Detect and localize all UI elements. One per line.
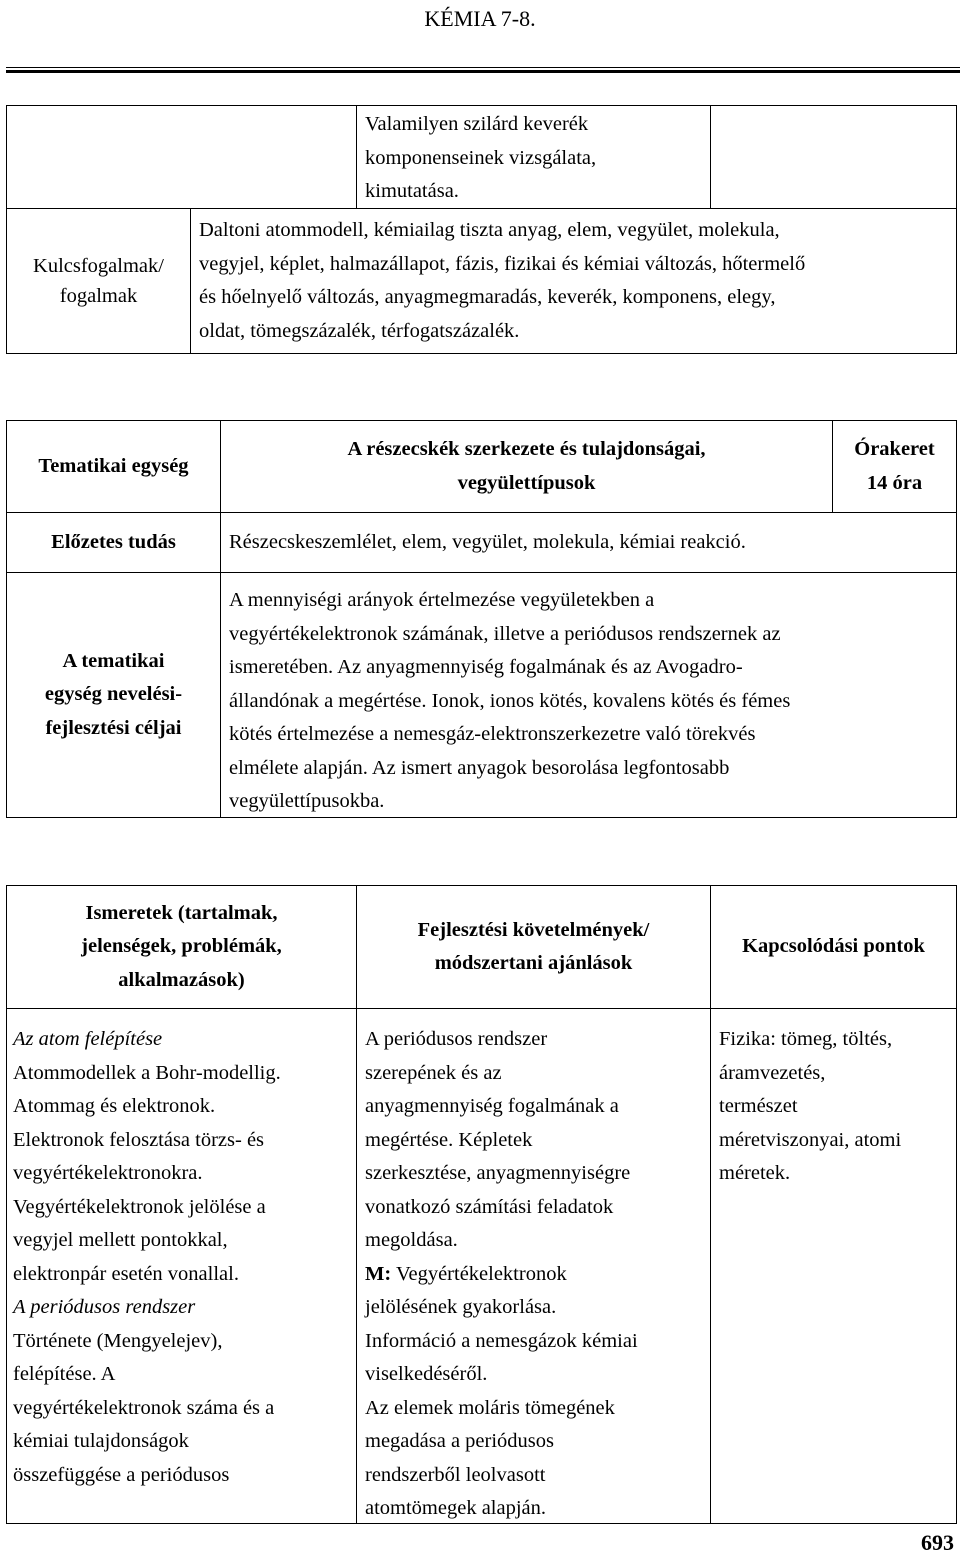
line: vegyülettípusokba.: [229, 790, 385, 812]
line: vonatkozó számítási feladatok: [365, 1195, 614, 1218]
line: rendszerből leolvasott: [365, 1463, 546, 1486]
line: természet: [719, 1095, 798, 1117]
line: viselkedéséről.: [365, 1363, 488, 1385]
line: felépítése. A: [13, 1363, 116, 1385]
tematikai-egyseg-title-cell: [220, 420, 833, 513]
ismeretek-header-cell: [6, 885, 357, 1009]
line: vegyértékelektronokra.: [13, 1162, 203, 1184]
elozetes-tudas-text-cell: [220, 512, 957, 573]
m-label: M:: [365, 1262, 392, 1285]
ismeretek-body-cell: [6, 1008, 357, 1524]
orakeret-label: Órakeret: [854, 438, 935, 460]
line: Atommodellek a Bohr-modellig.: [13, 1061, 281, 1084]
line: méretek.: [719, 1162, 791, 1184]
kulcsfogalmak-label-cell: [6, 208, 191, 354]
line: Kulcsfogalmak/: [33, 255, 164, 277]
line: jelenségek, problémák,: [81, 935, 282, 958]
line: anyagmennyiség fogalmának a: [365, 1095, 619, 1117]
line: A mennyiségi arányok értelmezése vegyületekben a: [229, 589, 655, 611]
line: és hőelnyelő változás, anyagmegmaradás, keverék, komponens, elegy,: [199, 286, 776, 308]
elozetes-tudas-label-cell: [6, 512, 221, 573]
line: vegyjel, képlet, halmazállapot, fázis, fizikai és kémiai változás, hőtermelő: [199, 252, 806, 275]
line: méretviszonyai, atomi: [719, 1128, 902, 1151]
line: A periódusos rendszer: [365, 1028, 548, 1050]
line: Fizika: tömeg, töltés,: [719, 1028, 893, 1050]
line: Fejlesztési követelmények/: [417, 918, 650, 941]
line: módszertani ajánlások: [434, 952, 633, 974]
page-header-title: KÉMIA 7-8.: [424, 6, 536, 31]
line: fogalmak: [59, 285, 138, 307]
line: Története (Mengyelejev),: [13, 1329, 223, 1352]
line: ismeretében. Az anyagmennyiség fogalmának és az Avogadro-: [229, 656, 743, 678]
line: összefüggése a periódusos: [13, 1463, 230, 1486]
line: fejlesztési céljai: [45, 716, 182, 739]
tematikai-egyseg-label-cell: [6, 420, 221, 513]
line: szerkesztése, anyagmennyiségre: [365, 1162, 631, 1184]
line: Valamilyen szilárd keverék: [365, 113, 589, 135]
line: állandónak a megértése. Ionok, ionos kötés, kovalens kötés és fémes: [229, 689, 791, 712]
header-rule-thin: [6, 67, 960, 68]
celok-text-cell: [220, 572, 957, 818]
kapcsolodasi-header: Kapcsolódási pontok: [742, 935, 925, 958]
m-line: [365, 1258, 702, 1292]
line: Daltoni atommodell, kémiailag tiszta anyag, elem, vegyület, molekula,: [199, 219, 780, 241]
line: A tematikai: [62, 649, 165, 672]
line: vegyülettípusok: [457, 471, 596, 494]
table1-empty-right-cell: [710, 105, 957, 209]
line: Elektronok felosztása törzs- és: [13, 1128, 265, 1151]
orakeret-cell: [832, 420, 957, 513]
line: szerepének és az: [365, 1061, 502, 1084]
fejlesztesi-header-cell: [356, 885, 711, 1009]
line: vegyértékelektronok száma és a: [13, 1396, 275, 1419]
line: áramvezetés,: [719, 1061, 826, 1084]
line: Ismeretek (tartalmak,: [85, 901, 278, 924]
line: Vegyértékelektronok jelölése a: [13, 1195, 266, 1218]
line: A részecskék szerkezete és tulajdonságai,: [347, 438, 706, 460]
celok-label-cell: [6, 572, 221, 818]
line: Információ a nemesgázok kémiai: [365, 1329, 638, 1352]
line: elektronpár esetén vonallal.: [13, 1262, 239, 1285]
kulcsfogalmak-text-cell: [190, 208, 957, 354]
orakeret-value: 14 óra: [866, 471, 923, 494]
line: Az elemek moláris tömegének: [365, 1396, 615, 1419]
line: Atommag és elektronok.: [13, 1095, 216, 1117]
line: kötés értelmezése a nemesgáz-elektronszerkezetre való törekvés: [229, 723, 756, 745]
line: atomtömegek alapján.: [365, 1497, 547, 1519]
line: kimutatása.: [365, 180, 459, 202]
section-heading-periodusos: A periódusos rendszer: [13, 1296, 196, 1318]
line: megadása a periódusos: [365, 1430, 554, 1452]
kapcsolodasi-body-cell: [710, 1008, 957, 1524]
elozetes-tudas-text: Részecskeszemlélet, elem, vegyület, molekula, kémiai reakció.: [229, 530, 746, 553]
section-heading-atom: Az atom felépítése: [13, 1028, 163, 1050]
line: jelölésének gyakorlása.: [365, 1296, 557, 1318]
table1-top-cell: [356, 105, 711, 209]
header-rule-thick: [6, 70, 960, 73]
tematikai-egyseg-label: Tematikai egység: [38, 454, 189, 477]
elozetes-tudas-label: Előzetes tudás: [51, 530, 176, 553]
line: vegyjel mellett pontokkal,: [13, 1229, 228, 1251]
line: komponenseinek vizsgálata,: [365, 146, 597, 169]
line: megértése. Képletek: [365, 1128, 533, 1151]
line: elmélete alapján. Az ismert anyagok besorolása legfontosabb: [229, 756, 730, 779]
kapcsolodasi-header-cell: [710, 885, 957, 1009]
m-text: Vegyértékelektronok: [391, 1262, 567, 1285]
line: megoldása.: [365, 1229, 458, 1251]
line: egység nevelési-: [44, 683, 183, 706]
table1-empty-left-cell: [6, 105, 357, 209]
line: vegyértékelektronok számának, illetve a periódusos rendszernek az: [229, 622, 781, 645]
line: alkalmazások): [118, 968, 245, 991]
page-number: 693: [921, 1530, 954, 1555]
line: oldat, tömegszázalék, térfogatszázalék.: [199, 319, 520, 342]
line: kémiai tulajdonságok: [13, 1430, 189, 1452]
fejlesztesi-body-cell: [356, 1008, 711, 1524]
